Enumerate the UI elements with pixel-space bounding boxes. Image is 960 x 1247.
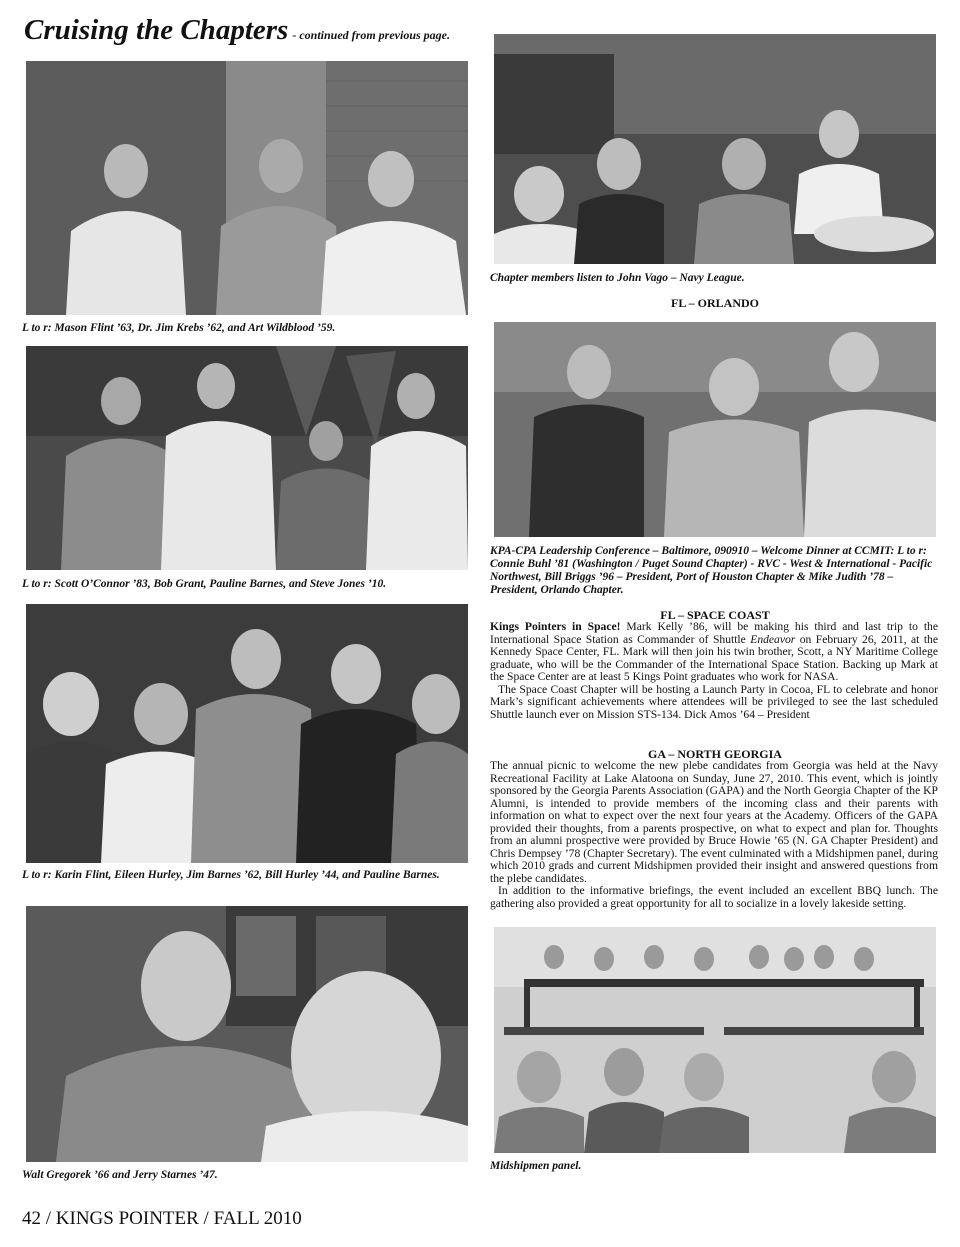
photo-three-men-brick-wall <box>26 61 468 315</box>
space-coast-p1-a: Mark Kelly ’86, will be making his third and last trip to the International Space Station as Commander of Shuttle <box>490 620 938 646</box>
space-coast-lead: Kings Pointers in Space! <box>490 620 621 633</box>
section-heading-orlando: FL – ORLANDO <box>670 296 759 310</box>
section-heading-space-coast: FL – SPACE COAST <box>660 608 770 622</box>
photo-four-people-lounge <box>26 346 468 570</box>
page-title-continued: - continued from previous page. <box>292 28 450 42</box>
photo-midshipmen-panel <box>494 927 936 1153</box>
north-georgia-paragraph-1: The annual picnic to welcome the new plebe candidates from Georgia was held at the Navy Recreational Facility at Lake Alatoona on Sunday, June 27, 2010. This event, which is jointly sponsored by the Georgia Parents Association (GAPA) and the North Georgia Chapter of the KP Alumni, is intended to provide members of the incoming class and their parents with information on what to expect over the next four years at the Academy. Officers of the GAPA provided their thoughts, from a parents prospective, on what to expect and plan for. Thoughts from an alumni prospective were provided by Bruce Howie ’65 (N. GA Chapter President) and Chris Dempsey ’78 (Chapter Secretary). The event culminated with a Midshipmen panel, during which 2010 grads and current Midshipmen provided their insight and answered questions from the plebe candidates. <box>490 759 938 885</box>
caption-photo-5: Chapter members listen to John Vago – Navy League. <box>490 272 745 284</box>
space-coast-article <box>490 621 938 721</box>
north-georgia-article <box>490 760 938 910</box>
north-georgia-paragraph-2: In addition to the informative briefings, the event included an excellent BBQ lunch. The gathering also provided a great opportunity for all to socialize in a lovely lakeside setting. <box>490 884 938 910</box>
caption-photo-6: KPA-CPA Leadership Conference – Baltimore, 090910 – Welcome Dinner at CCMIT: L to r: Connie Buhl ’81 (Washington / Puget Sound Chapter) - RVC - West & International - Pacific Northwest, Bill Briggs ’96 – President, Port of Houston Chapter & Mike Judith ’78 – President, Orlando Chapter. <box>490 545 933 596</box>
page-title-main: Cruising the Chapters <box>24 14 289 46</box>
page-footer: 42 / KINGS POINTER / FALL 2010 <box>22 1208 302 1229</box>
photo-chapter-members-dinner <box>494 34 936 264</box>
space-coast-paragraph-1 <box>490 621 938 684</box>
caption-photo-3: L to r: Karin Flint, Eileen Hurley, Jim Barnes ’62, Bill Hurley ’44, and Pauline Barnes. <box>22 869 440 881</box>
photo-leadership-conference <box>494 322 936 537</box>
caption-photo-7: Midshipmen panel. <box>490 1160 582 1172</box>
space-coast-paragraph-2: The Space Coast Chapter will be hosting a Launch Party in Cocoa, FL to celebrate and honor Mark’s significant achievements where attendees will be privileged to see the last scheduled Shuttle launch ever on Mission STS-134. Dick Amos ’64 – President <box>490 682 938 721</box>
photo-five-people-group <box>26 604 468 863</box>
page-title <box>24 14 450 47</box>
caption-photo-1: L to r: Mason Flint ’63, Dr. Jim Krebs ’62, and Art Wildblood ’59. <box>22 322 336 334</box>
photo-two-men-seated <box>26 906 468 1162</box>
section-heading-north-georgia: GA – NORTH GEORGIA <box>648 747 782 761</box>
space-coast-shuttle-name: Endeavor <box>750 632 796 646</box>
space-coast-p1-b: on February 26, 2011, at the Kennedy Space Center, FL. Mark will then join his twin brother, Scott, a NY Maritime College graduate, who will be the Commander of the International Space Station. Backing up Mark at the Space Center are at least 5 Kings Point graduates who work for NASA. <box>490 632 938 683</box>
caption-photo-4: Walt Gregorek ’66 and Jerry Starnes ’47. <box>22 1169 218 1181</box>
caption-photo-2: L to r: Scott O’Connor ’83, Bob Grant, Pauline Barnes, and Steve Jones ’10. <box>22 578 387 590</box>
